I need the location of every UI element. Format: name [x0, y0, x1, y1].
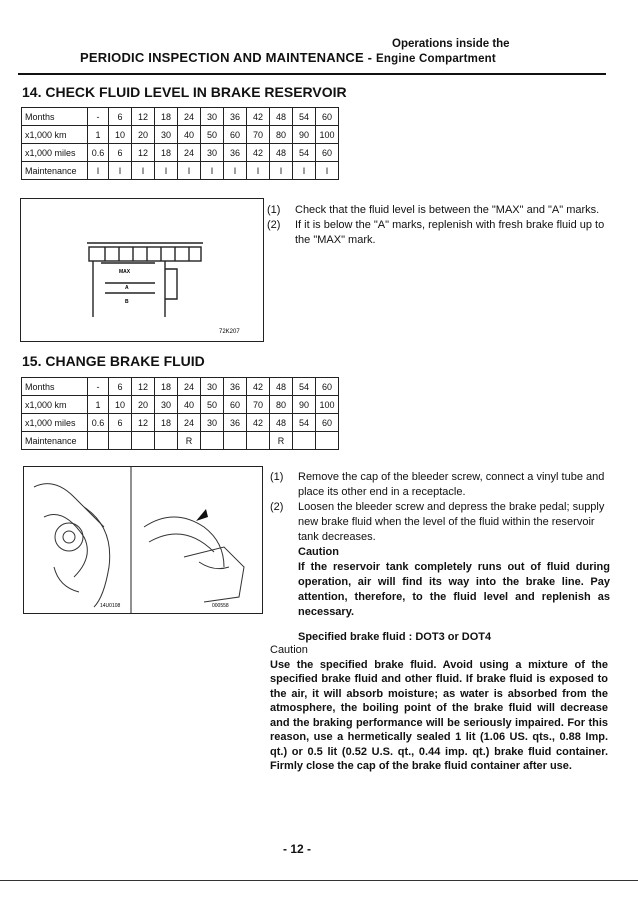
schedule-cell: 10 [109, 396, 132, 414]
schedule-cell: 42 [247, 378, 270, 396]
schedule-cell: 48 [270, 378, 293, 396]
step-2: (2) Loosen the bleeder screw and depress the brake pedal; supply new brake fluid when the level of the fluid within the reservoir tank decreases. [270, 501, 605, 543]
schedule-cell: I [178, 162, 201, 180]
schedule-cell: 42 [247, 108, 270, 126]
max-mark-label: MAX [119, 269, 131, 275]
schedule-cell: 100 [316, 396, 339, 414]
figure-code-left: 14U0108 [100, 603, 121, 609]
step-2: (2) If it is below the "A" marks, replenish with fresh brake fluid up to the "MAX" mark. [267, 219, 605, 246]
schedule-cell: 36 [224, 108, 247, 126]
brake-reservoir-figure [20, 198, 264, 342]
schedule-cell: 48 [270, 414, 293, 432]
schedule-cell: 18 [155, 144, 178, 162]
schedule-cell: 12 [132, 108, 155, 126]
schedule-cell: I [247, 162, 270, 180]
row-label: Maintenance [22, 162, 88, 180]
schedule-cell: 6 [109, 378, 132, 396]
step-1: (1) Remove the cap of the bleeder screw, connect a vinyl tube and place its other end in a receptacle. [270, 471, 605, 498]
schedule-cell [132, 432, 155, 450]
a-mark-label: A [125, 285, 129, 291]
schedule-cell: - [88, 378, 109, 396]
schedule-cell: 70 [247, 396, 270, 414]
schedule-cell: 24 [178, 414, 201, 432]
schedule-row [22, 414, 339, 432]
page-header [80, 50, 496, 65]
schedule-cell: 30 [201, 108, 224, 126]
schedule-row [22, 162, 339, 180]
schedule-cell: I [270, 162, 293, 180]
specified-fluid: Specified brake fluid : DOT3 or DOT4 [298, 631, 492, 643]
row-label: Months [22, 378, 88, 396]
schedule-cell: 20 [132, 126, 155, 144]
caution-heading: Caution [298, 546, 339, 558]
row-label: x1,000 miles [22, 414, 88, 432]
section-14-title: 14. CHECK FLUID LEVEL IN BRAKE RESERVOIR [22, 84, 347, 100]
schedule-cell: 50 [201, 396, 224, 414]
schedule-cell: 42 [247, 144, 270, 162]
caution-block [270, 643, 608, 774]
schedule-row [22, 126, 339, 144]
row-label: Maintenance [22, 432, 88, 450]
schedule-cell: 18 [155, 378, 178, 396]
schedule-cell: 1 [88, 396, 109, 414]
section-15-steps [270, 470, 610, 645]
header-subtitle-line1: Operations inside the [392, 38, 510, 50]
schedule-cell: R [178, 432, 201, 450]
schedule-cell: 24 [178, 144, 201, 162]
header-rule [18, 73, 606, 75]
schedule-cell: 100 [316, 126, 339, 144]
schedule-cell: 6 [109, 144, 132, 162]
page-number: - 12 - [283, 842, 312, 856]
schedule-cell: I [293, 162, 316, 180]
header-subtitle-line2: Engine Compartment [376, 53, 496, 65]
schedule-cell: 54 [293, 414, 316, 432]
schedule-cell [201, 432, 224, 450]
schedule-cell: 48 [270, 144, 293, 162]
schedule-cell: I [316, 162, 339, 180]
schedule-cell: 20 [132, 396, 155, 414]
schedule-cell: 0.6 [88, 414, 109, 432]
row-label: x1,000 km [22, 126, 88, 144]
schedule-cell: 30 [155, 126, 178, 144]
schedule-cell: 12 [132, 378, 155, 396]
schedule-cell: 0.6 [88, 144, 109, 162]
schedule-cell: 60 [316, 378, 339, 396]
schedule-cell [224, 432, 247, 450]
schedule-cell: 24 [178, 378, 201, 396]
schedule-cell: 24 [178, 108, 201, 126]
schedule-cell: 36 [224, 144, 247, 162]
schedule-cell: 6 [109, 108, 132, 126]
schedule-cell: I [132, 162, 155, 180]
schedule-cell: - [88, 108, 109, 126]
schedule-cell: 18 [155, 414, 178, 432]
schedule-row [22, 432, 339, 450]
row-label: x1,000 miles [22, 144, 88, 162]
footer-rule [0, 880, 638, 881]
schedule-cell: 70 [247, 126, 270, 144]
schedule-cell: I [155, 162, 178, 180]
schedule-cell: I [201, 162, 224, 180]
section-15-schedule-table [21, 377, 339, 450]
schedule-cell [293, 432, 316, 450]
schedule-cell: 1 [88, 126, 109, 144]
caution-text: If the reservoir tank completely runs out of fluid during operation, air will find its way into the brake line. Pay attention, therefore, to the fluid level and replenish as necessary. [298, 561, 610, 618]
schedule-cell: 30 [155, 396, 178, 414]
row-label: x1,000 km [22, 396, 88, 414]
schedule-cell [155, 432, 178, 450]
step-1: (1) Check that the fluid level is between the "MAX" and "A" marks. [267, 204, 600, 216]
schedule-cell: 40 [178, 126, 201, 144]
schedule-cell [316, 432, 339, 450]
schedule-row [22, 378, 339, 396]
schedule-cell: 42 [247, 414, 270, 432]
schedule-cell: 90 [293, 126, 316, 144]
schedule-cell [109, 432, 132, 450]
schedule-cell: 54 [293, 378, 316, 396]
schedule-cell: 80 [270, 126, 293, 144]
figure-code: 72K207 [219, 329, 240, 335]
caution-note [270, 545, 610, 645]
section-14-schedule-table [21, 107, 339, 180]
schedule-cell: 48 [270, 108, 293, 126]
row-label: Months [22, 108, 88, 126]
schedule-cell: 12 [132, 144, 155, 162]
figure-code-right: 000558 [212, 603, 229, 609]
header-title: PERIODIC INSPECTION AND MAINTENANCE - [80, 50, 377, 65]
schedule-cell: 90 [293, 396, 316, 414]
schedule-cell: R [270, 432, 293, 450]
schedule-cell: 50 [201, 126, 224, 144]
schedule-cell: 36 [224, 414, 247, 432]
section-15-title: 15. CHANGE BRAKE FLUID [22, 353, 205, 369]
schedule-cell: 6 [109, 414, 132, 432]
schedule-cell: I [88, 162, 109, 180]
schedule-row [22, 144, 339, 162]
schedule-cell: 60 [224, 126, 247, 144]
schedule-row [22, 108, 339, 126]
schedule-cell: 60 [316, 414, 339, 432]
schedule-cell: 30 [201, 144, 224, 162]
schedule-cell: 60 [224, 396, 247, 414]
schedule-cell [88, 432, 109, 450]
schedule-cell: 36 [224, 378, 247, 396]
reservoir-diagram [21, 199, 263, 341]
schedule-cell: 60 [316, 108, 339, 126]
schedule-cell: 30 [201, 414, 224, 432]
schedule-cell: 12 [132, 414, 155, 432]
arrow-icon [196, 509, 208, 521]
b-mark-label: B [125, 299, 129, 305]
schedule-cell: 18 [155, 108, 178, 126]
schedule-cell: I [109, 162, 132, 180]
schedule-cell: I [224, 162, 247, 180]
schedule-cell: 54 [293, 144, 316, 162]
schedule-cell [247, 432, 270, 450]
schedule-cell: 30 [201, 378, 224, 396]
bleeding-diagram [24, 467, 262, 613]
schedule-cell: 80 [270, 396, 293, 414]
caution2-heading: Caution [270, 644, 308, 656]
brake-bleeding-figure [23, 466, 263, 614]
schedule-cell: 60 [316, 144, 339, 162]
schedule-cell: 54 [293, 108, 316, 126]
schedule-cell: 10 [109, 126, 132, 144]
schedule-cell: 40 [178, 396, 201, 414]
section-14-steps [267, 203, 612, 248]
caution2-text: Use the specified brake fluid. Avoid using a mixture of the specified brake fluid and other fluid. If brake fluid is exposed to the air, it will absorb moisture; as water is absorbed from the atmosphere, the boiling point of the brake fluid will decrease and the braking performance will be seriously impaired. For this reason, use a hermetically sealed 1 lit (1.06 US. qts., 0.88 Imp. qt.) or 0.5 lit (0.52 U.S. qt., 0.44 imp. qt.) brake fluid container. Firmly close the cap of the brake fluid container after use. [270, 658, 608, 772]
schedule-row [22, 396, 339, 414]
